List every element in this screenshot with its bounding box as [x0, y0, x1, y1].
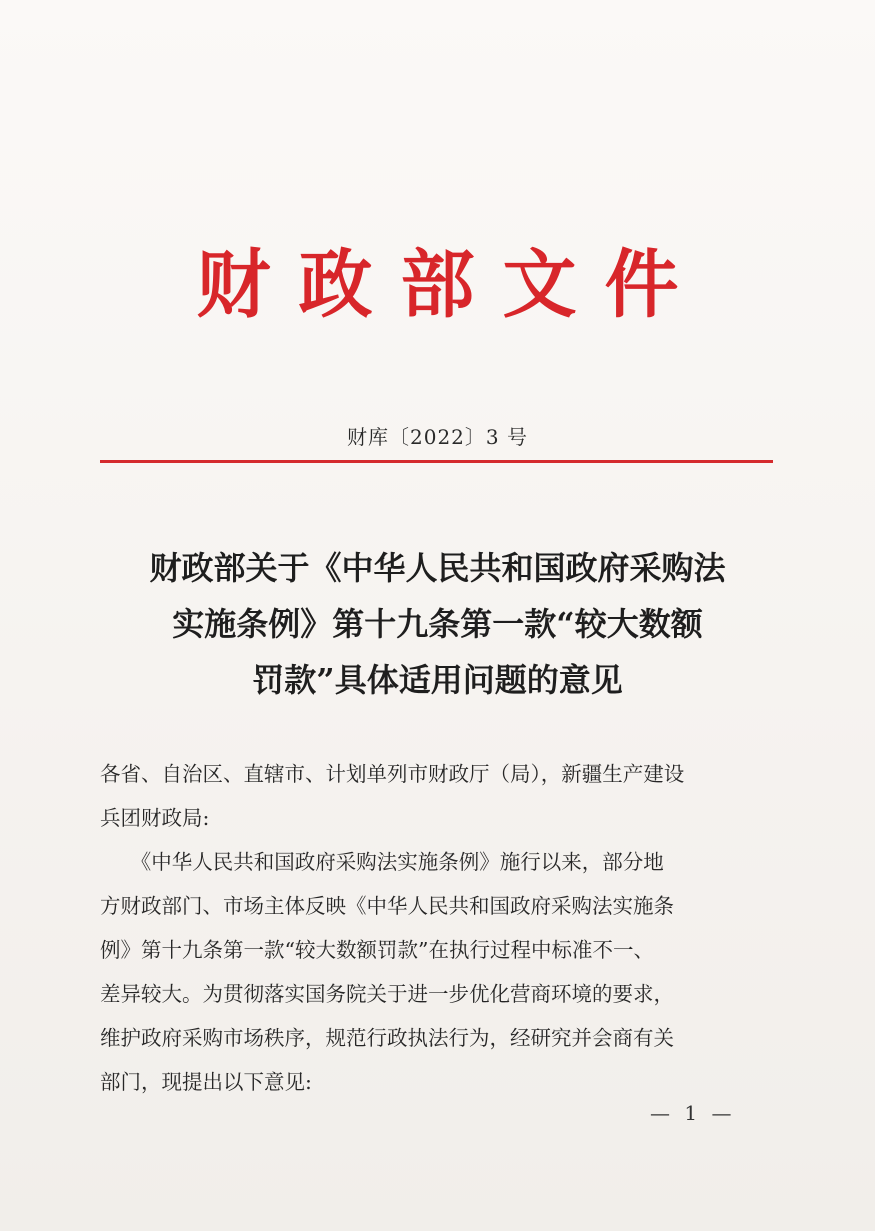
body-line: 方财政部门、市场主体反映《中华人民共和国政府采购法实施条 [100, 894, 674, 918]
title-line: 实施条例》第十九条第一款“较大数额 [172, 605, 703, 643]
page-number: — 1 — [650, 1101, 736, 1125]
body-line: 《中华人民共和国政府采购法实施条例》施行以来，部分地 [100, 850, 664, 874]
body-line: 例》第十九条第一款“较大数额罚款”在执行过程中标准不一、 [100, 938, 654, 962]
title-line: 罚款”具体适用问题的意见 [252, 661, 623, 699]
title-line: 财政部关于《中华人民共和国政府采购法 [149, 549, 726, 587]
document-body [100, 752, 780, 1104]
document-number: 财库〔2022〕3 号 [347, 425, 528, 449]
body-line: 部门，现提出以下意见: [100, 1070, 312, 1094]
body-line: 兵团财政局: [100, 806, 210, 830]
body-line: 维护政府采购市场秩序，规范行政执法行为，经研究并会商有关 [100, 1026, 674, 1050]
red-divider-line [100, 460, 773, 463]
body-line: 各省、自治区、直辖市、计划单列市财政厅（局），新疆生产建设 [100, 762, 685, 786]
body-line: 差异较大。为贯彻落实国务院关于进一步优化营商环境的要求， [100, 982, 674, 1006]
document-title [0, 540, 875, 708]
document-header: 财政部文件 [196, 242, 707, 328]
